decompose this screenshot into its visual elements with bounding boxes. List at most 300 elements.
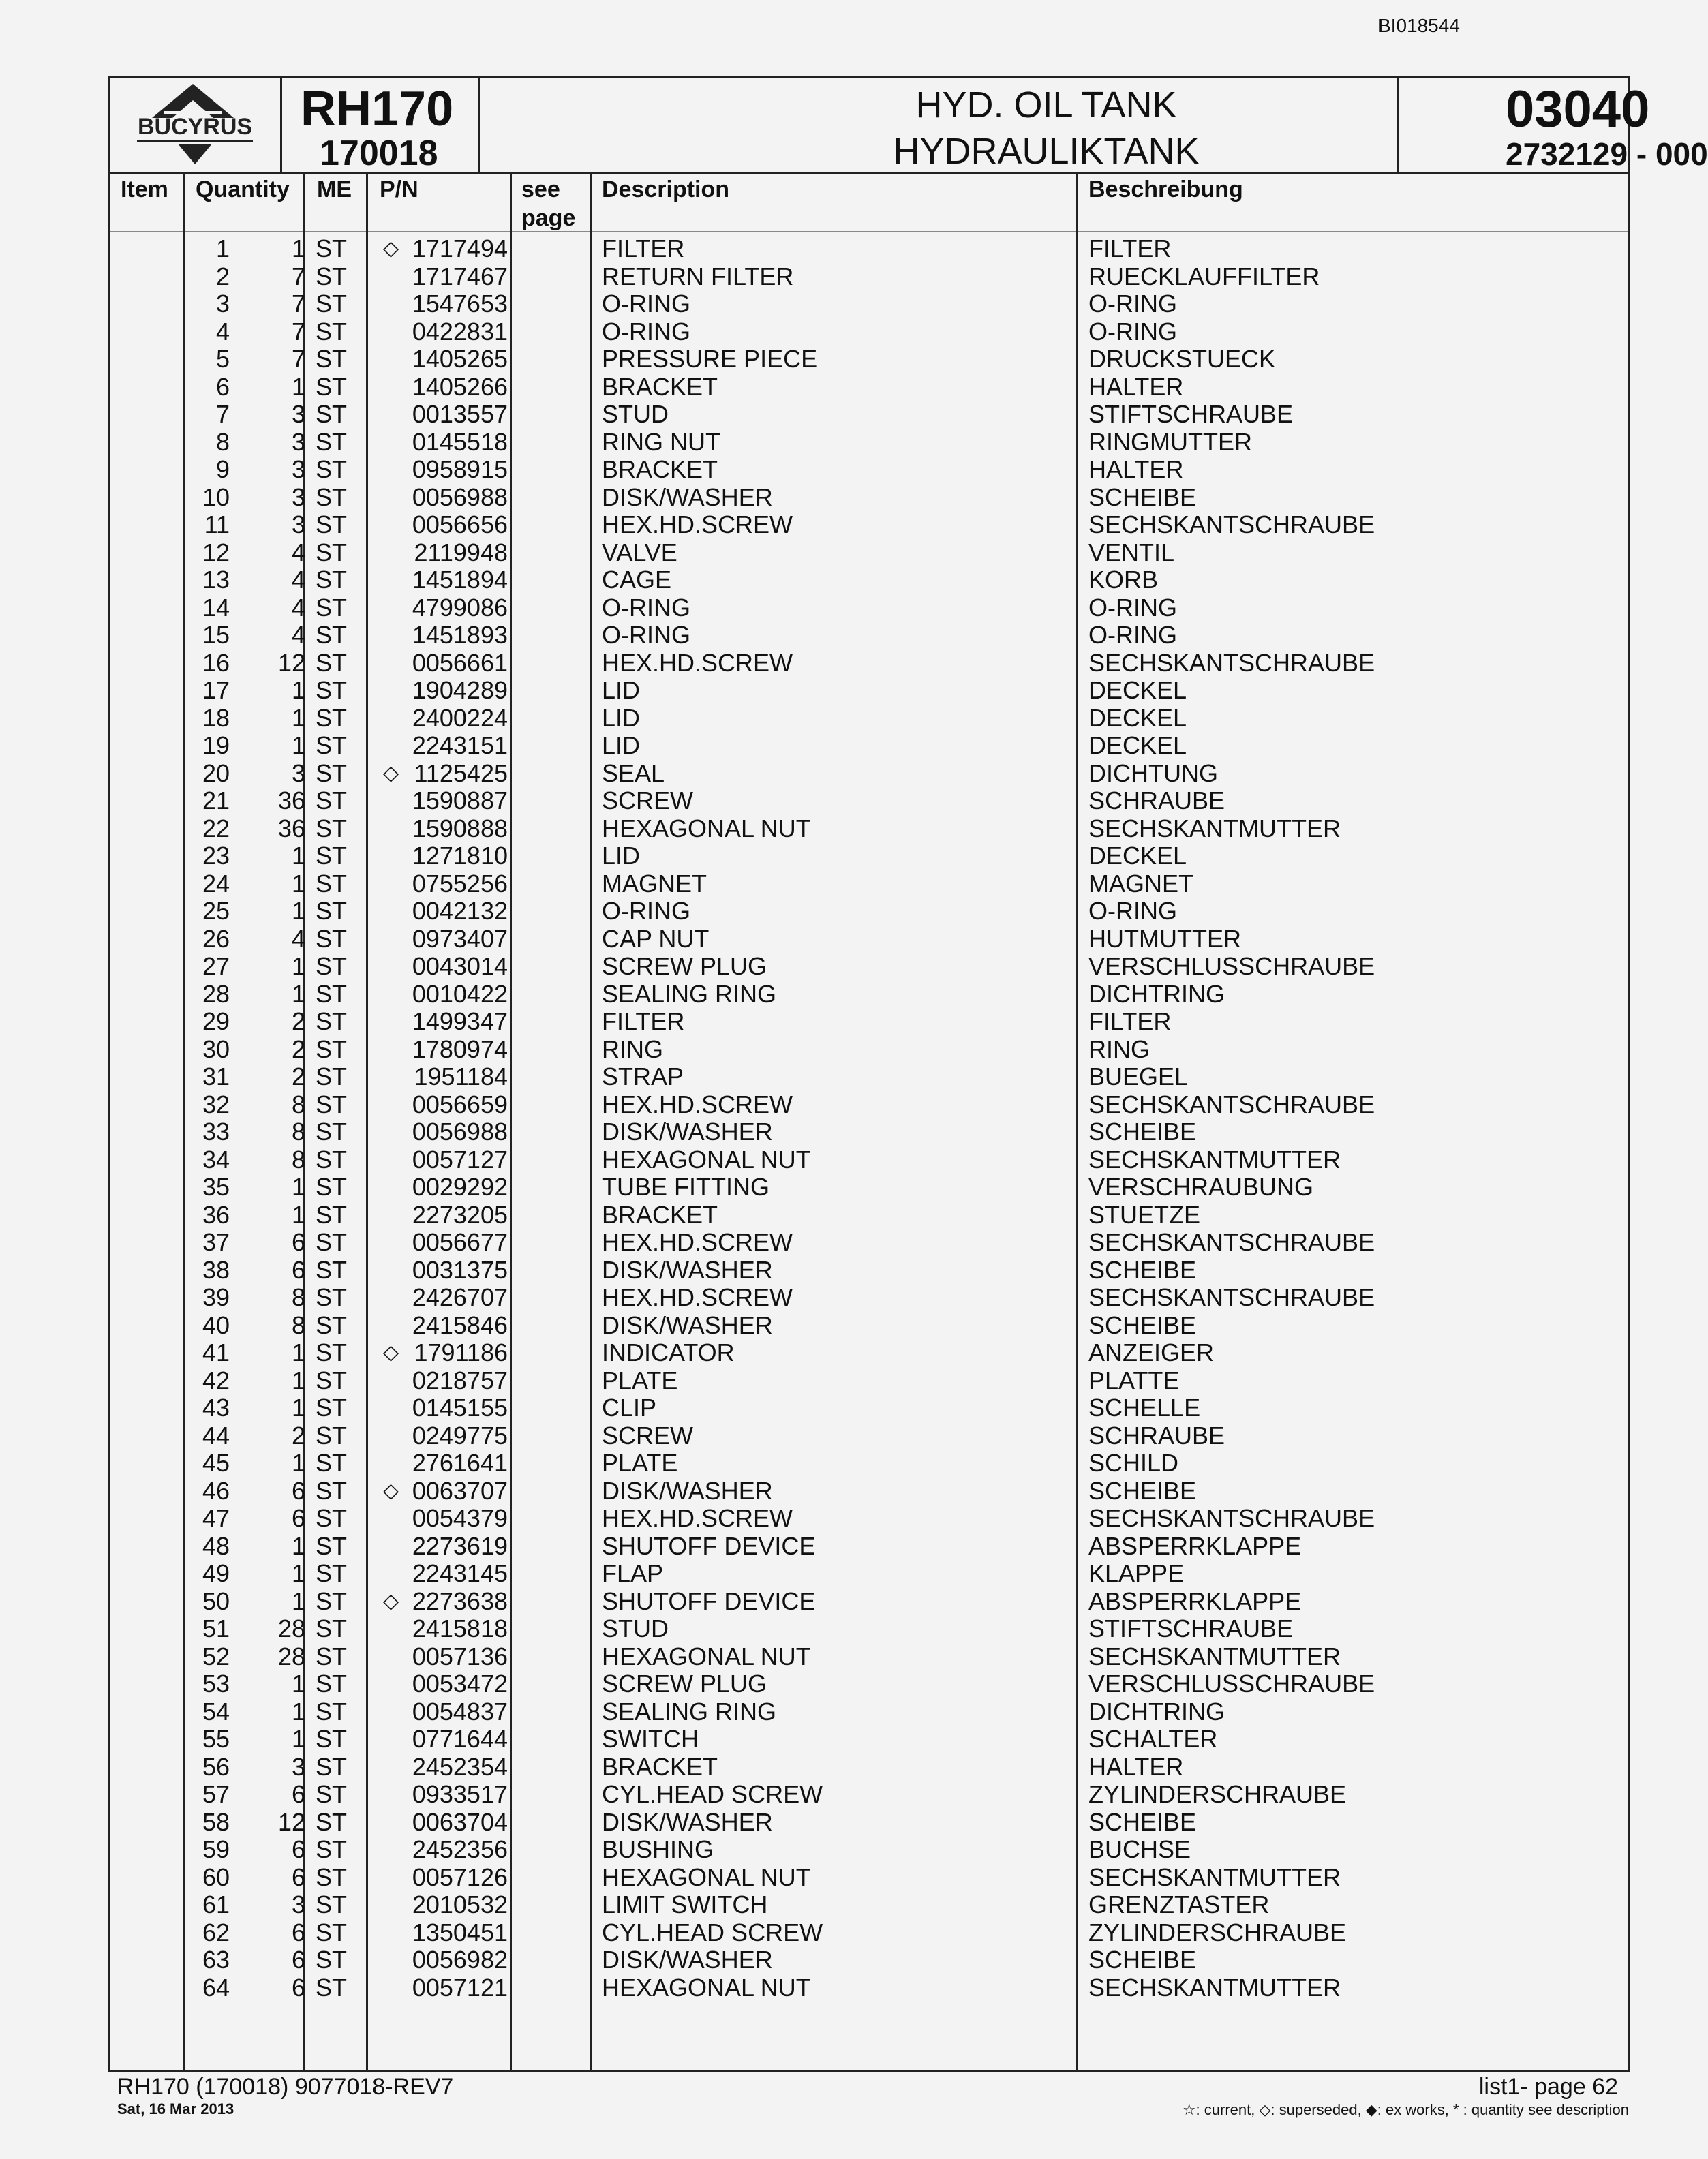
table-row: [110, 760, 1628, 788]
part-number: 2273205: [412, 1200, 508, 1229]
unit: ST: [316, 262, 348, 290]
unit: ST: [316, 593, 348, 622]
description-de: SECHSKANTMUTTER: [1088, 1973, 1341, 2002]
quantity: 1: [291, 1394, 305, 1422]
description-de: RINGMUTTER: [1088, 427, 1252, 456]
quantity: 6: [291, 1780, 305, 1808]
quantity: 1: [291, 703, 305, 732]
description-en: SCREW: [602, 1421, 693, 1450]
description-de: MAGNET: [1088, 869, 1194, 898]
description-en: DISK/WASHER: [602, 1118, 773, 1146]
part-number: 2273638: [412, 1587, 508, 1615]
quantity: 6: [291, 1504, 305, 1532]
quantity: 2: [291, 1062, 305, 1090]
description-de: ZYLINDERSCHRAUBE: [1088, 1918, 1347, 1946]
item-number: 52: [202, 1642, 230, 1670]
item-number: 11: [204, 510, 230, 538]
part-number: 1499347: [412, 1007, 508, 1035]
description-en: HEXAGONAL NUT: [602, 1973, 811, 2002]
group-number: 03040: [1506, 80, 1650, 138]
unit: ST: [316, 1476, 348, 1505]
unit: ST: [316, 510, 348, 538]
part-number: 0054837: [412, 1697, 508, 1726]
description-en: HEX.HD.SCREW: [602, 1283, 793, 1311]
parts-list-frame: [108, 76, 1708, 2072]
item-number: 41: [202, 1338, 230, 1366]
description-en: CAGE: [602, 566, 672, 594]
part-number: 1904289: [412, 676, 508, 704]
description-de: SCHEIBE: [1088, 1311, 1197, 1339]
quantity: 1: [291, 372, 305, 401]
quantity: 8: [291, 1118, 305, 1146]
quantity: 12: [277, 648, 305, 677]
description-de: DECKEL: [1088, 703, 1187, 732]
table-row: [110, 815, 1628, 843]
unit: ST: [316, 427, 348, 456]
description-de: O-RING: [1088, 290, 1177, 318]
description-de: O-RING: [1088, 317, 1177, 346]
unit: ST: [316, 1255, 348, 1284]
unit: ST: [316, 703, 348, 732]
table-row: [110, 1670, 1628, 1698]
description-de: KORB: [1088, 566, 1159, 594]
item-number: 42: [202, 1366, 230, 1394]
description-de: ABSPERRKLAPPE: [1088, 1531, 1302, 1560]
description-en: DISK/WASHER: [602, 1255, 773, 1284]
description-de: DICHTRING: [1088, 979, 1225, 1008]
description-en: CYL.HEAD SCREW: [602, 1918, 823, 1946]
quantity: 3: [291, 455, 305, 483]
item-number: 22: [202, 814, 230, 842]
unit: ST: [316, 924, 348, 953]
quantity: 3: [291, 1890, 305, 1918]
item-number: 23: [202, 842, 230, 870]
part-number: 0029292: [412, 1173, 508, 1201]
part-number: 2452354: [412, 1752, 508, 1781]
header-divider: [110, 172, 1628, 174]
item-number: 12: [202, 538, 230, 566]
unit: ST: [316, 786, 348, 814]
divider: [478, 78, 480, 172]
part-number: 0056661: [412, 648, 508, 677]
description-en: HEXAGONAL NUT: [602, 1145, 811, 1174]
item-number: 10: [202, 483, 230, 511]
part-number: 1780974: [412, 1035, 508, 1063]
unit: ST: [316, 1670, 348, 1698]
part-number: 0933517: [412, 1780, 508, 1808]
unit: ST: [316, 1007, 348, 1035]
table-row: [110, 1698, 1628, 1726]
unit: ST: [316, 897, 348, 925]
table-row: [110, 981, 1628, 1009]
quantity: 36: [277, 786, 305, 814]
document-id: BI018544: [1378, 15, 1460, 36]
part-number: 0031375: [412, 1255, 508, 1284]
unit: ST: [316, 1338, 348, 1366]
column-header-beschreibung: Beschreibung: [1088, 177, 1243, 202]
quantity: 36: [277, 814, 305, 842]
item-number: 29: [202, 1007, 230, 1035]
table-row: [110, 1974, 1628, 2002]
description-en: STRAP: [602, 1062, 684, 1090]
unit: ST: [316, 648, 348, 677]
item-number: 15: [202, 621, 230, 649]
description-en: LID: [602, 703, 641, 732]
description-de: ABSPERRKLAPPE: [1088, 1587, 1302, 1615]
part-number: 1451893: [412, 621, 508, 649]
description-en: PLATE: [602, 1449, 678, 1477]
quantity: 4: [291, 538, 305, 566]
item-number: 7: [215, 400, 230, 428]
quantity: 1: [291, 979, 305, 1008]
item-number: 4: [215, 317, 230, 346]
unit: ST: [316, 538, 348, 566]
description-en: HEX.HD.SCREW: [602, 510, 793, 538]
item-number: 33: [202, 1118, 230, 1146]
unit: ST: [316, 1918, 348, 1946]
quantity: 1: [291, 234, 305, 262]
part-number: 0057127: [412, 1145, 508, 1174]
unit: ST: [316, 1449, 348, 1477]
quantity: 1: [291, 1200, 305, 1229]
quantity: 8: [291, 1311, 305, 1339]
description-en: SEALING RING: [602, 1697, 777, 1726]
table-row: [110, 566, 1628, 594]
part-number: 0771644: [412, 1725, 508, 1753]
table-row: [110, 539, 1628, 567]
item-number: 13: [202, 566, 230, 594]
unit: ST: [316, 1559, 348, 1587]
quantity: 28: [277, 1614, 305, 1642]
description-en: O-RING: [602, 317, 690, 346]
item-number: 43: [202, 1394, 230, 1422]
item-number: 40: [202, 1311, 230, 1339]
unit: ST: [316, 1118, 348, 1146]
table-row: [110, 290, 1628, 318]
description-de: ANZEIGER: [1088, 1338, 1215, 1366]
description-en: LID: [602, 676, 641, 704]
part-number: 2761641: [412, 1449, 508, 1477]
quantity: 1: [291, 842, 305, 870]
table-row: [110, 1063, 1628, 1091]
part-number: 0145155: [412, 1394, 508, 1422]
quantity: 8: [291, 1283, 305, 1311]
item-number: 57: [202, 1780, 230, 1808]
part-number: 0056988: [412, 483, 508, 511]
unit: ST: [316, 1725, 348, 1753]
description-de: SECHSKANTSCHRAUBE: [1088, 1090, 1375, 1118]
part-number: 0063707: [412, 1476, 508, 1505]
item-number: 60: [202, 1863, 230, 1891]
part-number: 1717494: [412, 234, 508, 262]
part-number: 1590888: [412, 814, 508, 842]
quantity: 1: [291, 1725, 305, 1753]
description-en: CLIP: [602, 1394, 657, 1422]
quantity: 6: [291, 1863, 305, 1891]
quantity: 7: [291, 317, 305, 346]
unit: ST: [316, 234, 348, 262]
item-number: 25: [202, 897, 230, 925]
table-row: [110, 953, 1628, 981]
item-number: 39: [202, 1283, 230, 1311]
unit: ST: [316, 1228, 348, 1256]
quantity: 1: [291, 676, 305, 704]
item-number: 61: [202, 1890, 230, 1918]
quantity: 4: [291, 621, 305, 649]
item-number: 9: [215, 455, 230, 483]
table-row: [110, 1891, 1628, 1919]
table-row: [110, 1615, 1628, 1643]
quantity: 1: [291, 1366, 305, 1394]
divider: [280, 78, 282, 172]
table-row: [110, 898, 1628, 925]
quantity: 1: [291, 1670, 305, 1698]
unit: ST: [316, 290, 348, 318]
item-number: 50: [202, 1587, 230, 1615]
description-de: SECHSKANTMUTTER: [1088, 1863, 1341, 1891]
description-en: HEX.HD.SCREW: [602, 1090, 793, 1118]
item-number: 24: [202, 869, 230, 898]
table-row: [110, 1422, 1628, 1450]
part-number: 0054379: [412, 1504, 508, 1532]
description-en: DISK/WASHER: [602, 483, 773, 511]
unit: ST: [316, 1035, 348, 1063]
quantity: 6: [291, 1946, 305, 1974]
description-en: BUSHING: [602, 1835, 714, 1863]
table-row: [110, 1312, 1628, 1340]
quantity: 4: [291, 924, 305, 953]
unit: ST: [316, 869, 348, 898]
description-de: SECHSKANTMUTTER: [1088, 1145, 1341, 1174]
description-en: O-RING: [602, 290, 690, 318]
description-de: FILTER: [1088, 234, 1172, 262]
description-en: DISK/WASHER: [602, 1476, 773, 1505]
part-number: 2400224: [412, 703, 508, 732]
unit: ST: [316, 842, 348, 870]
description-de: DICHTUNG: [1088, 759, 1218, 787]
column-header-pn: P/N: [380, 177, 418, 202]
quantity: 3: [291, 759, 305, 787]
unit: ST: [316, 1752, 348, 1781]
description-en: DISK/WASHER: [602, 1946, 773, 1974]
item-number: 19: [202, 731, 230, 759]
table-row: [110, 1394, 1628, 1422]
unit: ST: [316, 1863, 348, 1891]
item-number: 30: [202, 1035, 230, 1063]
part-number: 1451894: [412, 566, 508, 594]
quantity: 1: [291, 731, 305, 759]
description-en: SHUTOFF DEVICE: [602, 1587, 816, 1615]
description-en: SHUTOFF DEVICE: [602, 1531, 816, 1560]
description-de: DECKEL: [1088, 676, 1187, 704]
part-number: 4799086: [412, 593, 508, 622]
item-number: 1: [215, 234, 230, 262]
status-symbol: ◇: [383, 1479, 399, 1502]
description-de: SCHELLE: [1088, 1394, 1201, 1422]
description-en: DISK/WASHER: [602, 1807, 773, 1836]
description-de: SECHSKANTMUTTER: [1088, 1642, 1341, 1670]
item-number: 31: [202, 1062, 230, 1090]
part-number: 0057121: [412, 1973, 508, 2002]
description-en: PLATE: [602, 1366, 678, 1394]
item-number: 63: [202, 1946, 230, 1974]
unit: ST: [316, 814, 348, 842]
table-row: [110, 456, 1628, 484]
item-number: 3: [215, 290, 230, 318]
description-en: STUD: [602, 1614, 669, 1642]
svg-text:BUCYRUS: BUCYRUS: [137, 114, 253, 140]
bucyrus-logo: [110, 78, 280, 172]
table-row: [110, 235, 1628, 263]
part-number: 1271810: [412, 842, 508, 870]
item-number: 36: [202, 1200, 230, 1229]
item-number: 20: [202, 759, 230, 787]
table-row: [110, 1809, 1628, 1837]
part-number: 1405266: [412, 372, 508, 401]
description-de: KLAPPE: [1088, 1559, 1185, 1587]
table-row: [110, 1229, 1628, 1257]
description-de: STUETZE: [1088, 1200, 1201, 1229]
description-en: HEX.HD.SCREW: [602, 1228, 793, 1256]
item-number: 18: [202, 703, 230, 732]
description-en: BRACKET: [602, 1200, 718, 1229]
part-number: 0145518: [412, 427, 508, 456]
table-row: [110, 1836, 1628, 1864]
description-en: RING NUT: [602, 427, 720, 456]
description-de: HALTER: [1088, 455, 1184, 483]
table-row: [110, 1560, 1628, 1588]
part-number: 1951184: [414, 1062, 508, 1090]
unit: ST: [316, 1946, 348, 1974]
description-en: BRACKET: [602, 1752, 718, 1781]
description-en: HEXAGONAL NUT: [602, 814, 811, 842]
part-number: 0973407: [412, 924, 508, 953]
unit: ST: [316, 731, 348, 759]
unit: ST: [316, 1366, 348, 1394]
quantity: 2: [291, 1007, 305, 1035]
description-de: HALTER: [1088, 372, 1184, 401]
item-number: 53: [202, 1670, 230, 1698]
unit: ST: [316, 1394, 348, 1422]
item-number: 58: [202, 1807, 230, 1836]
description-de: SCHEIBE: [1088, 483, 1197, 511]
part-number: 0056982: [412, 1946, 508, 1974]
unit: ST: [316, 676, 348, 704]
quantity: 4: [291, 566, 305, 594]
table-row: [110, 1919, 1628, 1947]
part-number: 0056677: [412, 1228, 508, 1256]
item-number: 54: [202, 1697, 230, 1726]
part-number: 1791186: [414, 1338, 508, 1366]
quantity: 3: [291, 1752, 305, 1781]
part-number: 1125425: [414, 759, 508, 787]
description-de: SECHSKANTSCHRAUBE: [1088, 1283, 1375, 1311]
quantity: 1: [291, 1173, 305, 1201]
serial-number: 170018: [320, 134, 438, 173]
description-de: PLATTE: [1088, 1366, 1180, 1394]
item-number: 48: [202, 1531, 230, 1560]
quantity: 1: [291, 1449, 305, 1477]
table-row: [110, 346, 1628, 373]
description-en: HEX.HD.SCREW: [602, 648, 793, 677]
quantity: 1: [291, 952, 305, 980]
quantity: 12: [277, 1807, 305, 1836]
table-row: [110, 1864, 1628, 1892]
description-de: HUTMUTTER: [1088, 924, 1241, 953]
part-number: 2273619: [412, 1531, 508, 1560]
unit: ST: [316, 1587, 348, 1615]
description-de: SCHEIBE: [1088, 1807, 1197, 1836]
table-row: [110, 732, 1628, 760]
part-number: 2415846: [412, 1311, 508, 1339]
table-row: [110, 1008, 1628, 1036]
table-row: [110, 1284, 1628, 1312]
description-de: SECHSKANTSCHRAUBE: [1088, 648, 1375, 677]
column-header-item: Item: [121, 177, 168, 202]
footer-page: list1- page 62: [1478, 2074, 1618, 2100]
table-row: [110, 1477, 1628, 1505]
part-number: 0043014: [412, 952, 508, 980]
column-header-description: Description: [602, 177, 730, 202]
status-symbol: ◇: [383, 1341, 399, 1364]
part-number: 0958915: [412, 455, 508, 483]
description-en: FILTER: [602, 234, 685, 262]
table-row: [110, 1754, 1628, 1781]
description-de: STIFTSCHRAUBE: [1088, 400, 1294, 428]
part-number: 2119948: [414, 538, 508, 566]
item-number: 35: [202, 1173, 230, 1201]
quantity: 6: [291, 1835, 305, 1863]
part-number: 0057136: [412, 1642, 508, 1670]
unit: ST: [316, 372, 348, 401]
description-de: DECKEL: [1088, 731, 1187, 759]
table-row: [110, 622, 1628, 649]
column-header-me: ME: [317, 177, 352, 202]
description-en: LID: [602, 842, 641, 870]
item-number: 28: [202, 979, 230, 1008]
description-de: SCHEIBE: [1088, 1946, 1197, 1974]
column-header-divider: [110, 231, 1628, 232]
description-en: PRESSURE PIECE: [602, 345, 818, 373]
item-number: 27: [202, 952, 230, 980]
description-en: STUD: [602, 400, 669, 428]
quantity: 1: [291, 1338, 305, 1366]
part-number: 0755256: [412, 869, 508, 898]
table-row: [110, 925, 1628, 953]
item-number: 16: [202, 648, 230, 677]
description-en: SWITCH: [602, 1725, 699, 1753]
table-row: [110, 705, 1628, 733]
unit: ST: [316, 566, 348, 594]
description-en: DISK/WASHER: [602, 1311, 773, 1339]
table-row: [110, 870, 1628, 898]
unit: ST: [316, 1890, 348, 1918]
description-de: HALTER: [1088, 1752, 1184, 1781]
item-number: 17: [202, 676, 230, 704]
description-en: HEXAGONAL NUT: [602, 1642, 811, 1670]
item-number: 37: [202, 1228, 230, 1256]
item-number: 56: [202, 1752, 230, 1781]
description-de: SECHSKANTSCHRAUBE: [1088, 510, 1375, 538]
part-number: 1547653: [412, 290, 508, 318]
table-row: [110, 649, 1628, 677]
unit: ST: [316, 317, 348, 346]
quantity: 2: [291, 1421, 305, 1450]
table-row: [110, 1146, 1628, 1174]
description-de: FILTER: [1088, 1007, 1172, 1035]
unit: ST: [316, 1311, 348, 1339]
quantity: 6: [291, 1255, 305, 1284]
